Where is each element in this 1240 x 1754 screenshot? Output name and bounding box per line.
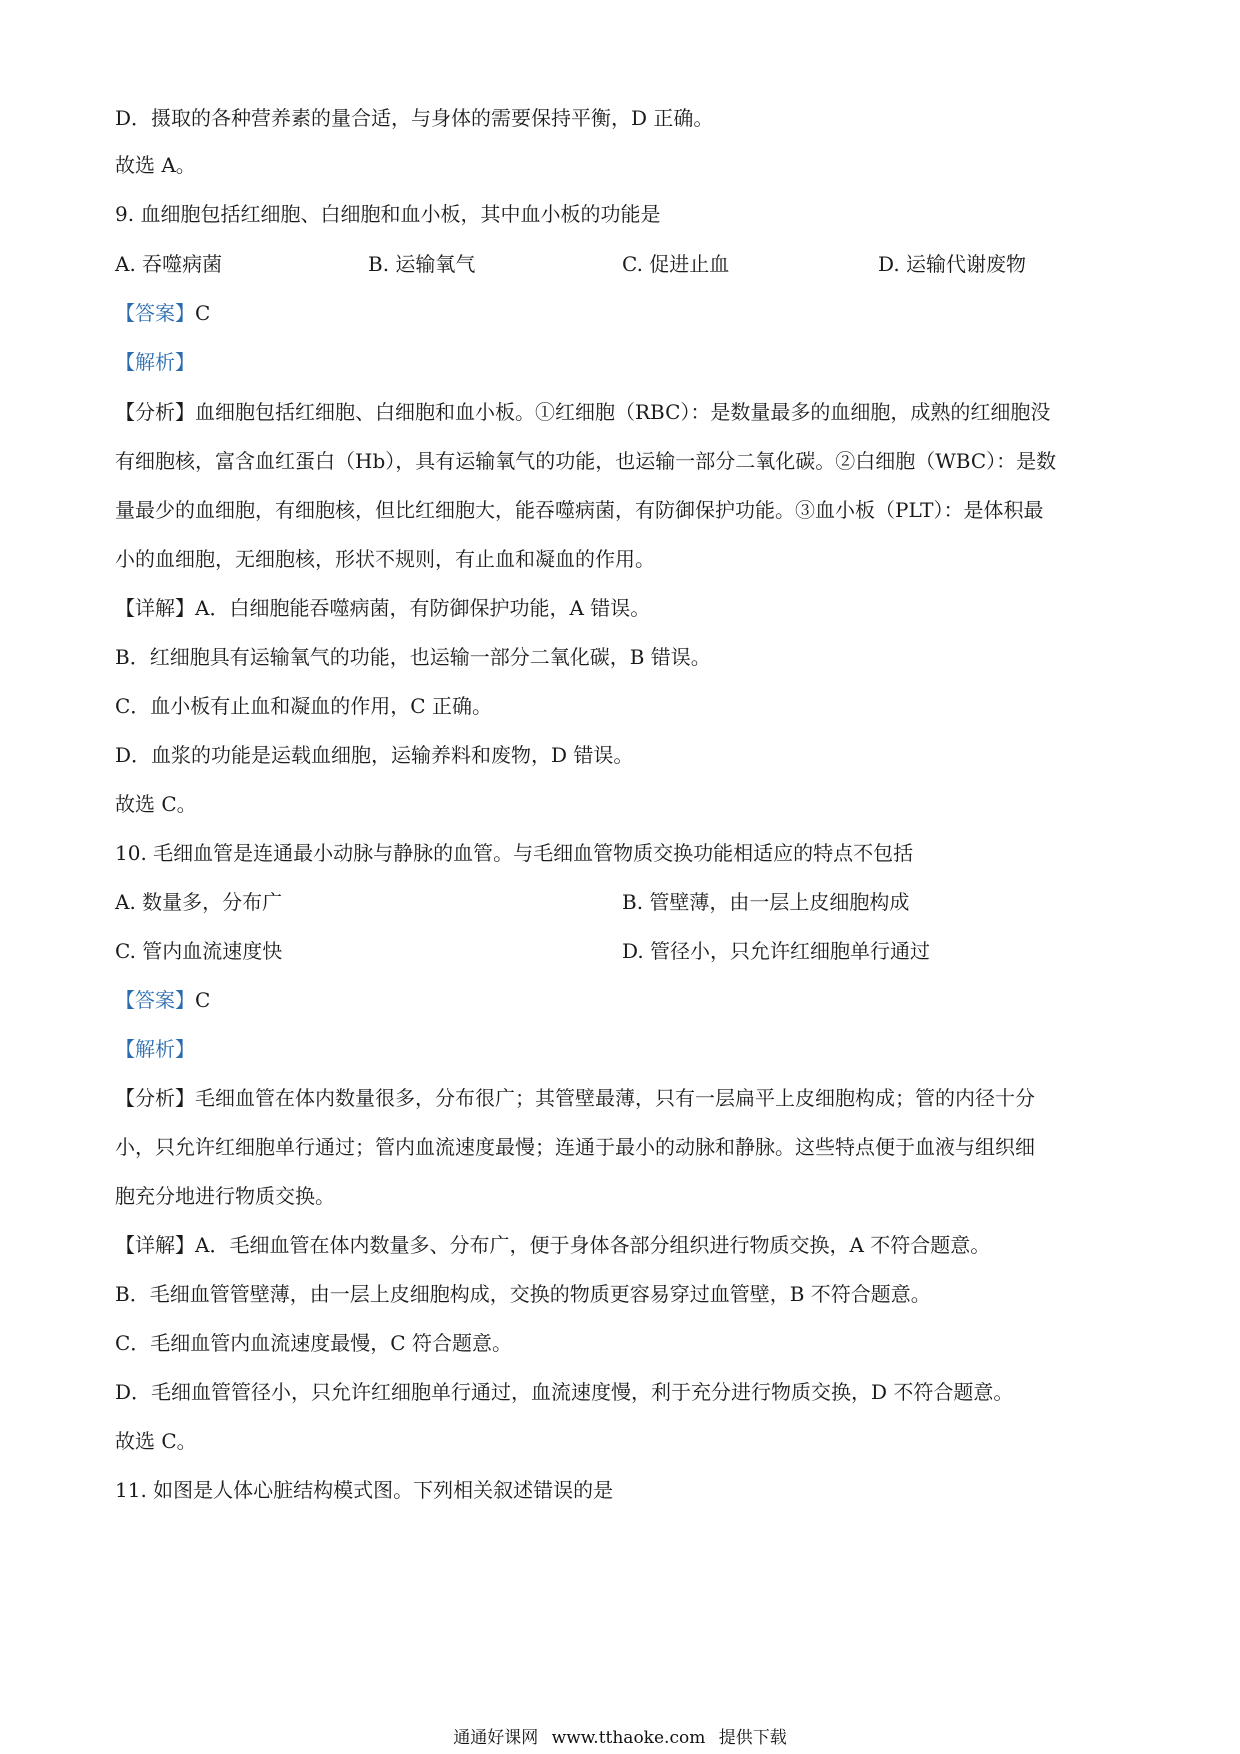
q9-xiangjie-line-2: B．红细胞具有运输氧气的功能，也运输一部分二氧化碳，B 错误。 <box>115 645 711 669</box>
q9-fenxi-line-4: 小的血细胞，无细胞核，形状不规则，有止血和凝血的作用。 <box>115 547 655 571</box>
footer-url[interactable]: www.tthaoke.com <box>551 1728 706 1748</box>
xiangjie-tag: 【详解】 <box>115 596 195 620</box>
q9-option-d: D. 运输代谢废物 <box>878 252 1027 276</box>
q10-fenxi-line-2: 小，只允许红细胞单行通过；管内血流速度最慢；连通于最小的动脉和静脉。这些特点便于血液与组织细 <box>115 1135 1035 1159</box>
q10-option-a: A. 数量多，分布广 <box>115 890 283 914</box>
answer-value: C <box>195 988 211 1012</box>
xiangjie-text: A．白细胞能吞噬病菌，有防御保护功能，A 错误。 <box>195 596 651 620</box>
q10-analysis-tag: 【解析】 <box>115 1037 195 1061</box>
answer-tag: 【答案】 <box>115 301 195 325</box>
q10-select: 故选 C。 <box>115 1429 197 1453</box>
q9-xiangjie-line-3: C．血小板有止血和凝血的作用，C 正确。 <box>115 694 492 718</box>
q10-fenxi-line-3: 胞充分地进行物质交换。 <box>115 1184 335 1208</box>
q9-analysis-tag: 【解析】 <box>115 350 195 374</box>
q10-xiangjie-line-3: C．毛细血管内血流速度最慢，C 符合题意。 <box>115 1331 512 1355</box>
q10-option-d: D. 管径小，只允许红细胞单行通过 <box>622 939 931 963</box>
q9-fenxi-line-1 <box>115 398 1135 426</box>
q10-xiangjie-line-2: B．毛细血管管壁薄，由一层上皮细胞构成，交换的物质更容易穿过血管壁，B 不符合题意。 <box>115 1282 931 1306</box>
q10-xiangjie-line-1 <box>115 1231 1135 1259</box>
q9-fenxi-line-3: 量最少的血细胞，有细胞核，但比红细胞大，能吞噬病菌，有防御保护功能。③血小板（PLT）：是体积最 <box>115 498 1044 522</box>
footer-suffix: 提供下载 <box>718 1728 787 1748</box>
q10-xiangjie-line-4: D．毛细血管管径小，只允许红细胞单行通过，血流速度慢，利于充分进行物质交换，D 不符合题意。 <box>115 1380 1014 1404</box>
fenxi-tag: 【分析】 <box>115 400 195 424</box>
q9-answer <box>115 299 1135 327</box>
q10-answer <box>115 986 1135 1014</box>
q9-option-b: B. 运输氧气 <box>368 252 476 276</box>
fenxi-text: 血细胞包括红细胞、白细胞和血小板。①红细胞（RBC）：是数量最多的血细胞，成熟的红细胞没 <box>195 400 1051 424</box>
answer-tag: 【答案】 <box>115 988 195 1012</box>
q10-fenxi-line-1 <box>115 1084 1135 1112</box>
q11-stem: 11. 如图是人体心脏结构模式图。下列相关叙述错误的是 <box>115 1478 614 1502</box>
fenxi-tag: 【分析】 <box>115 1086 195 1110</box>
answer-value: C <box>195 301 211 325</box>
q9-fenxi-line-2: 有细胞核，富含血红蛋白（Hb），具有运输氧气的功能，也运输一部分二氧化碳。②白细胞（WBC）：是数 <box>115 449 1057 473</box>
intro-option-d: D．摄取的各种营养素的量合适，与身体的需要保持平衡，D 正确。 <box>115 106 714 130</box>
intro-select: 故选 A。 <box>115 153 196 177</box>
q9-stem: 9. 血细胞包括红细胞、白细胞和血小板，其中血小板的功能是 <box>115 202 661 226</box>
page-footer <box>0 1726 1240 1750</box>
q9-option-c: C. 促进止血 <box>622 252 730 276</box>
fenxi-text: 毛细血管在体内数量很多，分布很广；其管壁最薄，只有一层扁平上皮细胞构成；管的内径十分 <box>195 1086 1035 1110</box>
q9-option-a: A. 吞噬病菌 <box>115 252 223 276</box>
xiangjie-text: A．毛细血管在体内数量多、分布广，便于身体各部分组织进行物质交换，A 不符合题意。 <box>195 1233 991 1257</box>
q10-option-c: C. 管内血流速度快 <box>115 939 283 963</box>
q10-option-b: B. 管壁薄，由一层上皮细胞构成 <box>622 890 910 914</box>
q9-xiangjie-line-4: D．血浆的功能是运载血细胞，运输养料和废物，D 错误。 <box>115 743 634 767</box>
q10-stem: 10. 毛细血管是连通最小动脉与静脉的血管。与毛细血管物质交换功能相适应的特点不包括 <box>115 841 914 865</box>
xiangjie-tag: 【详解】 <box>115 1233 195 1257</box>
q9-select: 故选 C。 <box>115 792 197 816</box>
footer-site: 通通好课网 <box>453 1728 539 1748</box>
q9-xiangjie-line-1 <box>115 594 1135 622</box>
